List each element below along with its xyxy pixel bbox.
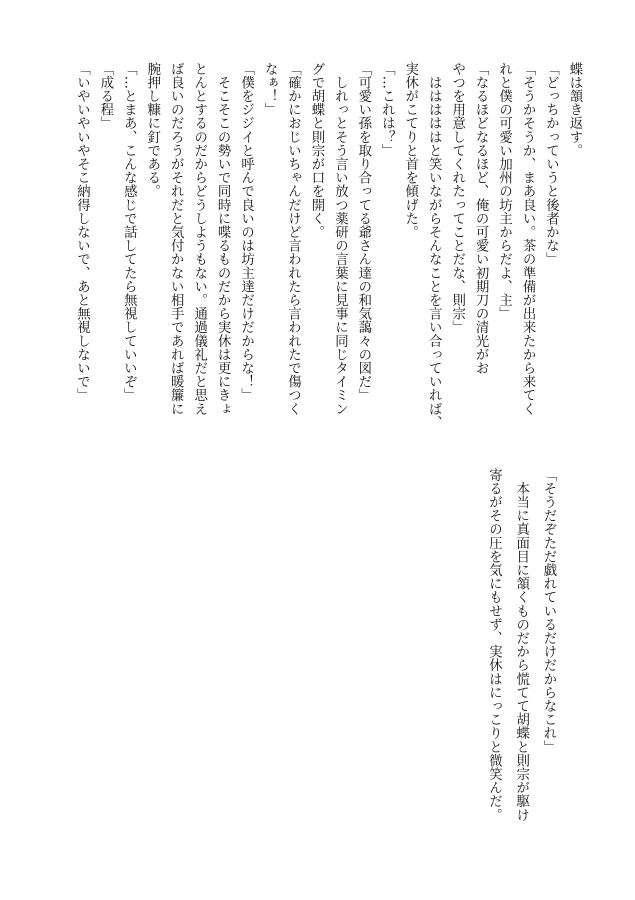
text-column: 「どっちかっていうと後者かな」 xyxy=(543,62,559,266)
text-column: 「確かにおじいちゃんだけど言われたら言われたで傷つく xyxy=(285,62,301,416)
text-column: やつを用意してくれたってことだな、則宗」 xyxy=(449,62,465,334)
text-column: ば良いのだろうがそれだと気付かない相手であれば暖簾に xyxy=(168,62,184,416)
text-column: 実休がこてりと首を傾げた。 xyxy=(402,62,418,239)
text-column: とんとするのだからどうしようもない。通過儀礼だと思え xyxy=(191,62,207,416)
text-column: しれっとそう言い放つ薬研の言葉に見事に同じタイミン xyxy=(332,62,348,416)
upper-text-block xyxy=(74,62,582,430)
text-column: 「なるほどなるほど、俺の可愛い初期刀の清光がお xyxy=(473,62,489,375)
text-column: 「そうだぞただ戯れているだけだからなこれ」 xyxy=(541,468,556,754)
text-column: 本当に真面目に頷くものだから慌てて胡蝶と則宗が駆け xyxy=(513,468,529,822)
text-column: 「いやいやいやそこ納得しないで、あと無視しないで」 xyxy=(74,62,90,402)
text-column: 「…これは？」 xyxy=(379,62,395,158)
text-column: れと僕の可愛い加州の坊主からだよ、主」 xyxy=(496,62,512,321)
text-column: 「そうかそうか、まあ良い。茶の準備が出来たから来てく xyxy=(520,62,536,416)
text-column: 「可愛い孫を取り合ってる爺さん達の和気藹々の図だ」 xyxy=(355,62,371,402)
text-column: 「…とまあ、こんな感じで話してたら無視していいぞ」 xyxy=(121,62,137,402)
text-column: なぁ！」 xyxy=(262,62,278,117)
lower-text-block xyxy=(487,468,555,830)
text-column: 寄るがその圧を気にもせず、実休はにっこりと微笑んだ。 xyxy=(486,468,502,822)
text-column: はははははと笑いながらそんなことを言い合っていれば、 xyxy=(426,62,442,430)
text-column: 「僕をジジイと呼んで良いのは坊主達だけだからな！」 xyxy=(238,62,254,402)
text-column: 蝶は頷き返す。 xyxy=(566,62,582,158)
text-column: 腕押し糠に釘である。 xyxy=(144,62,160,198)
text-column: グで胡蝶と則宗が口を開く。 xyxy=(308,62,324,239)
text-column: 「成る程」 xyxy=(97,62,113,130)
text-column: そこそこの勢いで同時に喋るものだから実休は更にきょ xyxy=(215,62,231,416)
